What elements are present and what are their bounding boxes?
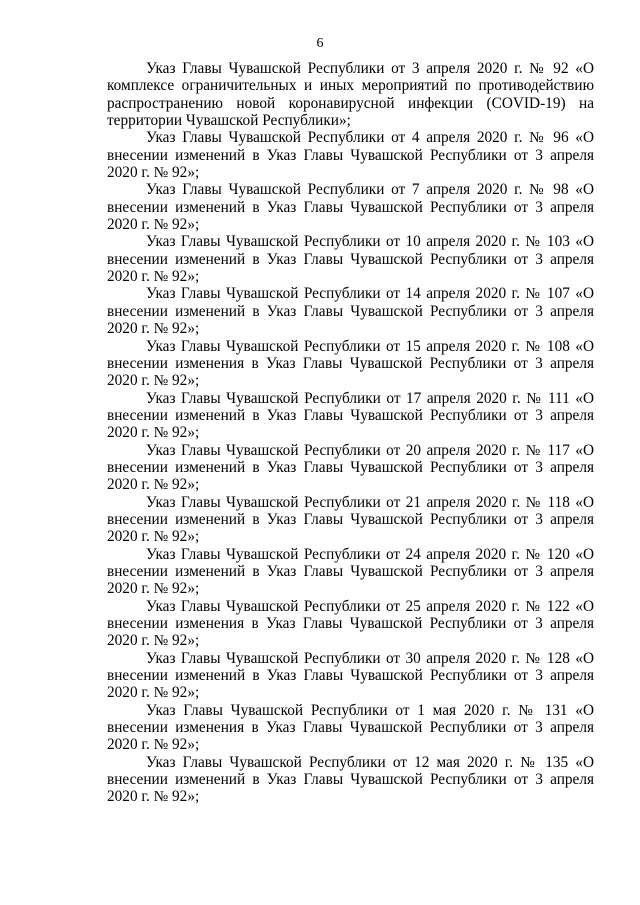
decree-entry: Указ Главы Чувашской Республики от 21 апреля 2020 г. № 118 «О внесении изменений в Указ Главы Чувашской Республики от 3 апреля 2020 г. № 92»; [107,493,594,546]
decree-entry: Указ Главы Чувашской Республики от 20 апреля 2020 г. № 117 «О внесении изменений в Указ Главы Чувашской Республики от 3 апреля 2020 г. № 92»; [107,441,594,494]
decree-entry: Указ Главы Чувашской Республики от 12 мая 2020 г. № 135 «О внесении изменений в Указ Главы Чувашской Республики от 3 апреля 2020 г. № 92»; [107,753,594,806]
decree-entry: Указ Главы Чувашской Республики от 15 апреля 2020 г. № 108 «О внесении изменения в Указ Главы Чувашской Республики от 3 апреля 2020 г. № 92»; [107,337,594,390]
decree-entry: Указ Главы Чувашской Республики от 25 апреля 2020 г. № 122 «О внесении изменения в Указ Главы Чувашской Республики от 3 апреля 2020 г. № 92»; [107,597,594,650]
page-number: 6 [316,36,324,51]
decree-entry: Указ Главы Чувашской Республики от 7 апреля 2020 г. № 98 «О внесении изменений в Указ Главы Чувашской Республики от 3 апреля 2020 г. № 92»; [107,181,594,234]
document-body [107,60,594,806]
decree-entry: Указ Главы Чувашской Республики от 4 апреля 2020 г. № 96 «О внесении изменений в Указ Главы Чувашской Республики от 3 апреля 2020 г. № 92»; [107,129,594,182]
decree-entry: Указ Главы Чувашской Республики от 3 апреля 2020 г. № 92 «О комплексе ограничительных и иных мероприятий по противодействию распространению новой коронавирусной инфекции (COVID-19) на территории Чувашской Республики»; [107,60,594,130]
decree-entry: Указ Главы Чувашской Республики от 17 апреля 2020 г. № 111 «О внесении изменений в Указ Главы Чувашской Республики от 3 апреля 2020 г. № 92»; [107,389,594,442]
decree-entry: Указ Главы Чувашской Республики от 14 апреля 2020 г. № 107 «О внесении изменений в Указ Главы Чувашской Республики от 3 апреля 2020 г. № 92»; [107,285,594,338]
decree-entry: Указ Главы Чувашской Республики от 30 апреля 2020 г. № 128 «О внесении изменений в Указ Главы Чувашской Республики от 3 апреля 2020 г. № 92»; [107,649,594,702]
decree-entry: Указ Главы Чувашской Республики от 1 мая 2020 г. № 131 «О внесении изменения в Указ Главы Чувашской Республики от 3 апреля 2020 г. № 92»; [107,701,594,754]
decree-entry: Указ Главы Чувашской Республики от 10 апреля 2020 г. № 103 «О внесении изменений в Указ Главы Чувашской Республики от 3 апреля 2020 г. № 92»; [107,233,594,286]
decree-entry: Указ Главы Чувашской Республики от 24 апреля 2020 г. № 120 «О внесении изменений в Указ Главы Чувашской Республики от 3 апреля 2020 г. № 92»; [107,545,594,598]
